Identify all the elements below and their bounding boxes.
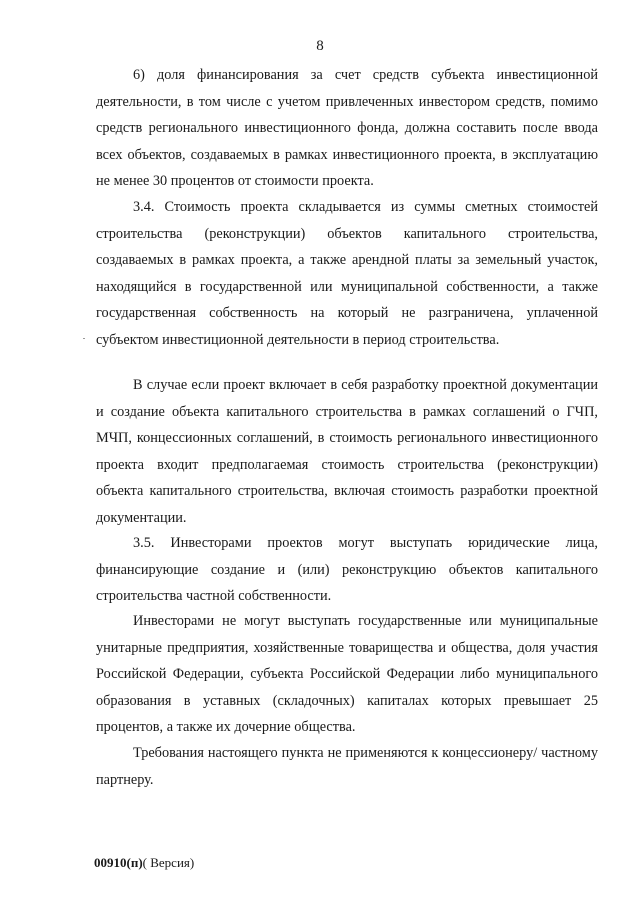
paragraph-excluded-investors: Инвесторами не могут выступать государственные или муниципальные унитарные предприятия, хозяйственные товарищества и общества, доля участия Российской Федерации, субъекта Российской Федерации либо муниципального образования в уставных (складочных) капиталах которых превышает 25 процентов, а также их дочерние общества. (96, 613, 598, 735)
paragraph-concessionaire: Требования настоящего пункта не применяются к концессионеру/ частному партнеру. (96, 745, 598, 788)
document-code: 00910(п) (94, 855, 143, 870)
paragraph-design-documentation: В случае если проект включает в себя разработку проектной документации и создание объекта капитального строительства в рамках соглашений о ГЧП, МЧП, концессионных соглашений, в стоимость регионального инвестиционного проекта входит предполагаемая стоимость строительства (реконструкции) объекта капитального строительства, включая стоимость разработки проектной документации. (96, 377, 598, 526)
document-version: ( Версия) (142, 855, 195, 870)
paragraph-3-4-project-cost: 3.4. Стоимость проекта складывается из суммы сметных стоимостей строительства (реконструкции) объектов капитального строительства, создаваемых в рамках проекта, а также арендной платы за земельный участок, находящийся в государственной или муниципальной собственности, а также государственная собственность на который не разграничена, уплаченной субъектом инвестиционной деятельности в период строительства. (96, 199, 598, 348)
footer (94, 855, 194, 871)
scan-speck (83, 338, 85, 339)
page-number: 8 (316, 38, 324, 54)
paragraph-3-5-investors: 3.5. Инвесторами проектов могут выступать юридические лица, финансирующие создание и (или) реконструкцию объектов капитального строительства частной собственности. (96, 535, 598, 604)
paragraph-6-financing-share: 6) доля финансирования за счет средств субъекта инвестиционной деятельности, в том числе с учетом привлеченных инвестором средств, помимо средств регионального инвестиционного фонда, должна составить после ввода всех объектов, создаваемых в рамках инвестиционного проекта, в эксплуатацию не менее 30 процентов от стоимости проекта. (96, 67, 598, 189)
